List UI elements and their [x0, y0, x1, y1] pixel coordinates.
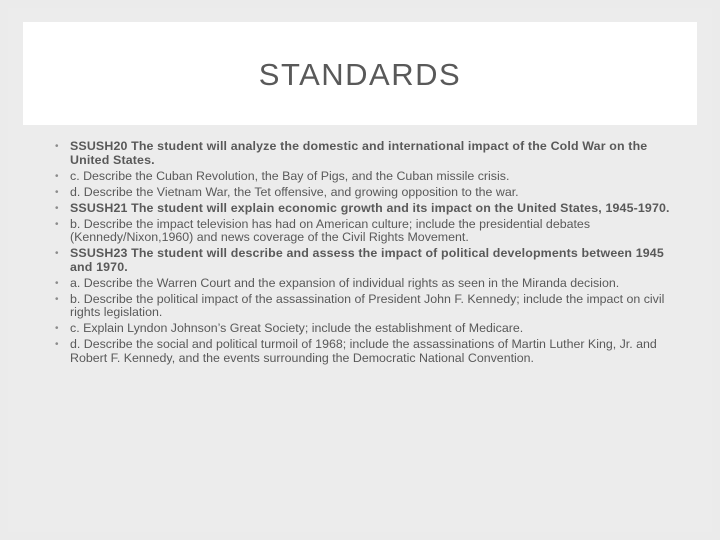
bullet-item: [54, 202, 676, 216]
bullet-item: [54, 186, 676, 200]
bullet-item: [54, 322, 676, 336]
bullet-item: [54, 338, 676, 365]
bullet-item: [54, 247, 676, 274]
bullet-text: d. Describe the social and political turmoil of 1968; include the assassinations of Martin Luther King, Jr. and Robert F. Kennedy, and the events surrounding the Democratic National Convention.: [70, 337, 657, 365]
bullet-item: [54, 277, 676, 291]
bullet-item: [54, 218, 676, 245]
bullet-marker: •: [55, 218, 59, 230]
bullet-text: SSUSH23 The student will describe and assess the impact of political developments between 1945 and 1970.: [70, 246, 664, 274]
bullet-item: [54, 293, 676, 320]
bullet-marker: •: [55, 248, 59, 260]
bullet-marker: •: [55, 141, 59, 152]
bullet-marker: •: [55, 339, 59, 351]
bullet-text: SSUSH20 The student will analyze the domestic and international impact of the Cold War on the United States.: [70, 139, 648, 167]
bullet-text: SSUSH21 The student will explain economic growth and its impact on the United States, 1945-1970.: [70, 200, 670, 215]
bullet-list: [54, 140, 676, 368]
bullet-item: [54, 170, 676, 184]
bullet-marker: •: [55, 293, 59, 305]
bullet-text: b. Describe the impact television has had on American culture; include the presidential debates (Kennedy/Nixon,1960) and news coverage of the Civil Rights Movement.: [70, 216, 591, 245]
bullet-marker: •: [55, 186, 59, 198]
slide-title: STANDARDS: [258, 56, 462, 92]
bullet-text: c. Explain Lyndon Johnson’s Great Society; include the establishment of Medicare.: [70, 321, 524, 336]
bullet-marker: •: [55, 323, 59, 335]
bullet-text: b. Describe the political impact of the assassination of President John F. Kennedy; include the impact on civil rights legislation.: [70, 291, 665, 320]
bullet-text: d. Describe the Vietnam War, the Tet offensive, and growing opposition to the war.: [70, 184, 519, 199]
bullet-text: a. Describe the Warren Court and the expansion of individual rights as seen in the Miranda decision.: [70, 275, 620, 290]
bullet-marker: •: [55, 202, 59, 214]
bullet-text: c. Describe the Cuban Revolution, the Bay of Pigs, and the Cuban missile crisis.: [70, 168, 510, 183]
title-panel: [23, 22, 697, 125]
bullet-marker: •: [55, 170, 59, 182]
bullet-marker: •: [55, 277, 59, 289]
bullet-item: [54, 140, 676, 167]
